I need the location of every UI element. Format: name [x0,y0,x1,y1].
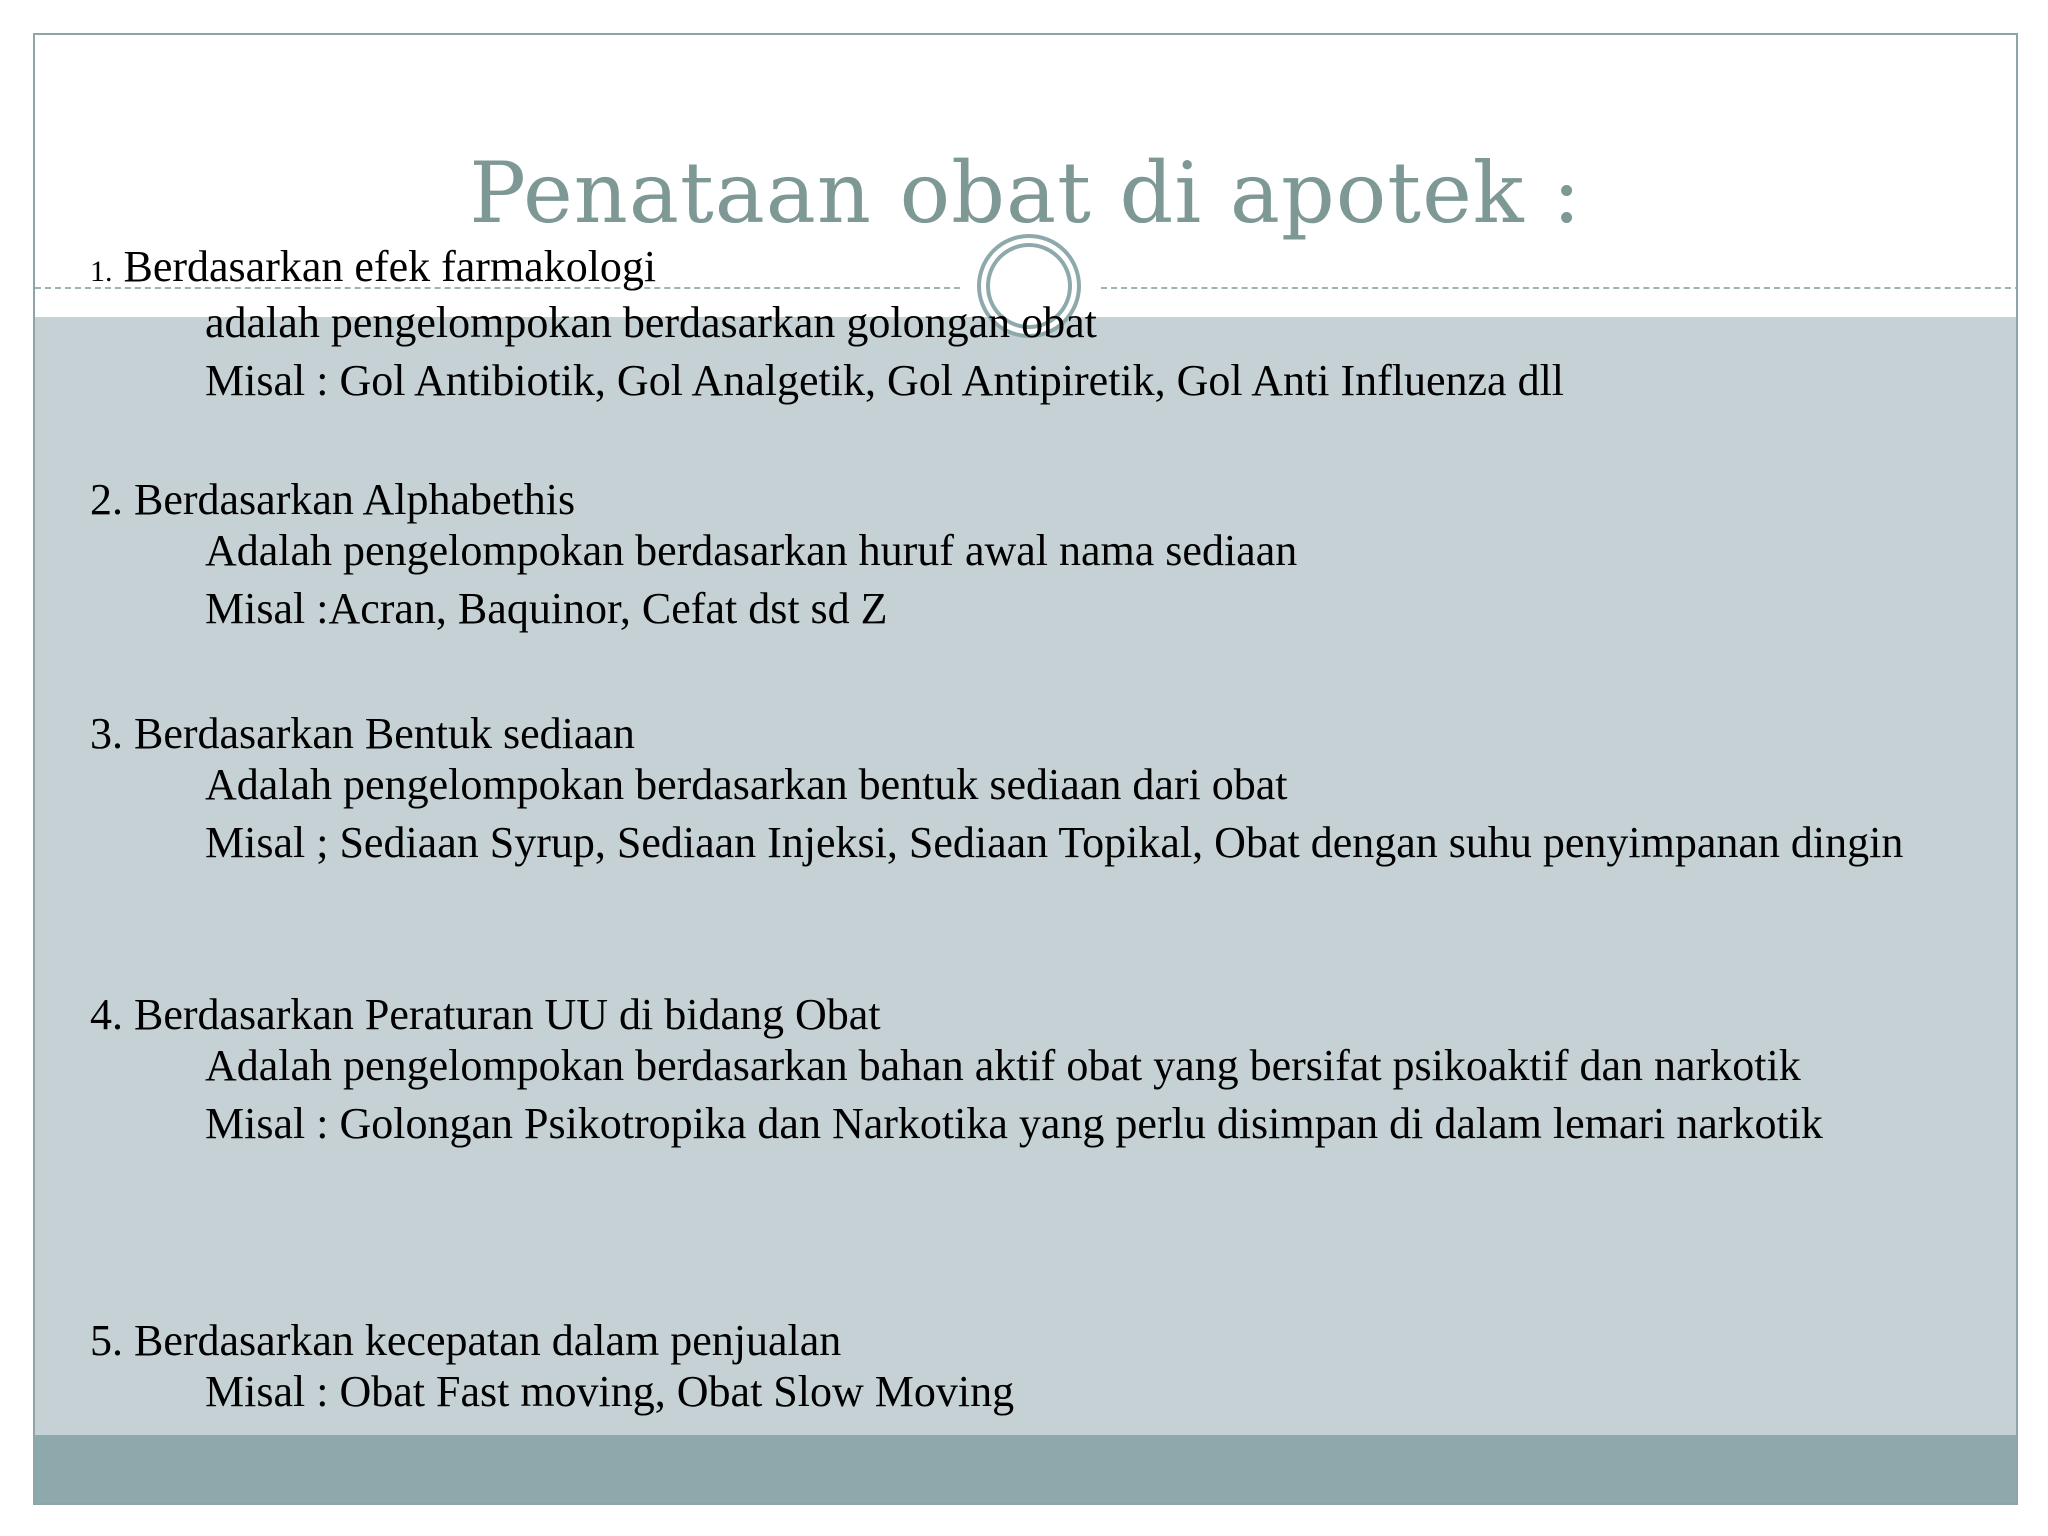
item-number: 4. [90,990,123,1039]
item-heading [90,1312,1925,1370]
item-number: 3. [90,709,123,758]
item-heading-text: Berdasarkan Alphabethis [134,475,576,524]
item-detail: Misal :Acran, Baquinor, Cefat dst sd Z [205,584,888,633]
item-number: 2. [90,475,123,524]
item-detail: Adalah pengelompokan berdasarkan huruf awal nama sediaan [205,526,1298,575]
item-heading-text: Berdasarkan Bentuk sediaan [134,709,635,758]
list-item-5 [90,1312,1925,1414]
item-detail: adalah pengelompokan berdasarkan golongan obat [205,298,1097,347]
footer-band [35,1435,2016,1505]
item-detail: Misal ; Sediaan Syrup, Sediaan Injeksi, Sediaan Topikal, Obat dengan suhu penyimpanan dingin [205,818,1904,867]
item-heading-text: Berdasarkan kecepatan dalam penjualan [134,1316,842,1365]
list-item-1 [90,238,1925,403]
item-heading [90,986,1925,1044]
item-detail: Adalah pengelompokan berdasarkan bentuk sediaan dari obat [205,760,1288,809]
list-item-4 [90,986,1925,1146]
slide-title: Penataan obat di apotek : [469,144,1582,242]
item-heading [90,471,1925,529]
item-detail: Misal : Golongan Psikotropika dan Narkotika yang perlu disimpan di dalam lemari narkotik [205,1099,1823,1148]
item-detail: Misal : Gol Antibiotik, Gol Analgetik, Gol Antipiretik, Gol Anti Influenza dll [205,356,1565,405]
item-detail: Adalah pengelompokan berdasarkan bahan aktif obat yang bersifat psikoaktif dan narkotik [205,1041,1801,1090]
item-heading-text: Berdasarkan efek farmakologi [123,242,657,291]
item-heading [90,238,1925,301]
list-item-3 [90,705,1925,865]
item-heading [90,705,1925,763]
item-number: 1. [90,255,113,288]
list-item-2 [90,471,1925,631]
item-heading-text: Berdasarkan Peraturan UU di bidang Obat [134,990,881,1039]
item-number: 5. [90,1316,123,1365]
item-detail: Misal : Obat Fast moving, Obat Slow Moving [205,1367,1015,1416]
